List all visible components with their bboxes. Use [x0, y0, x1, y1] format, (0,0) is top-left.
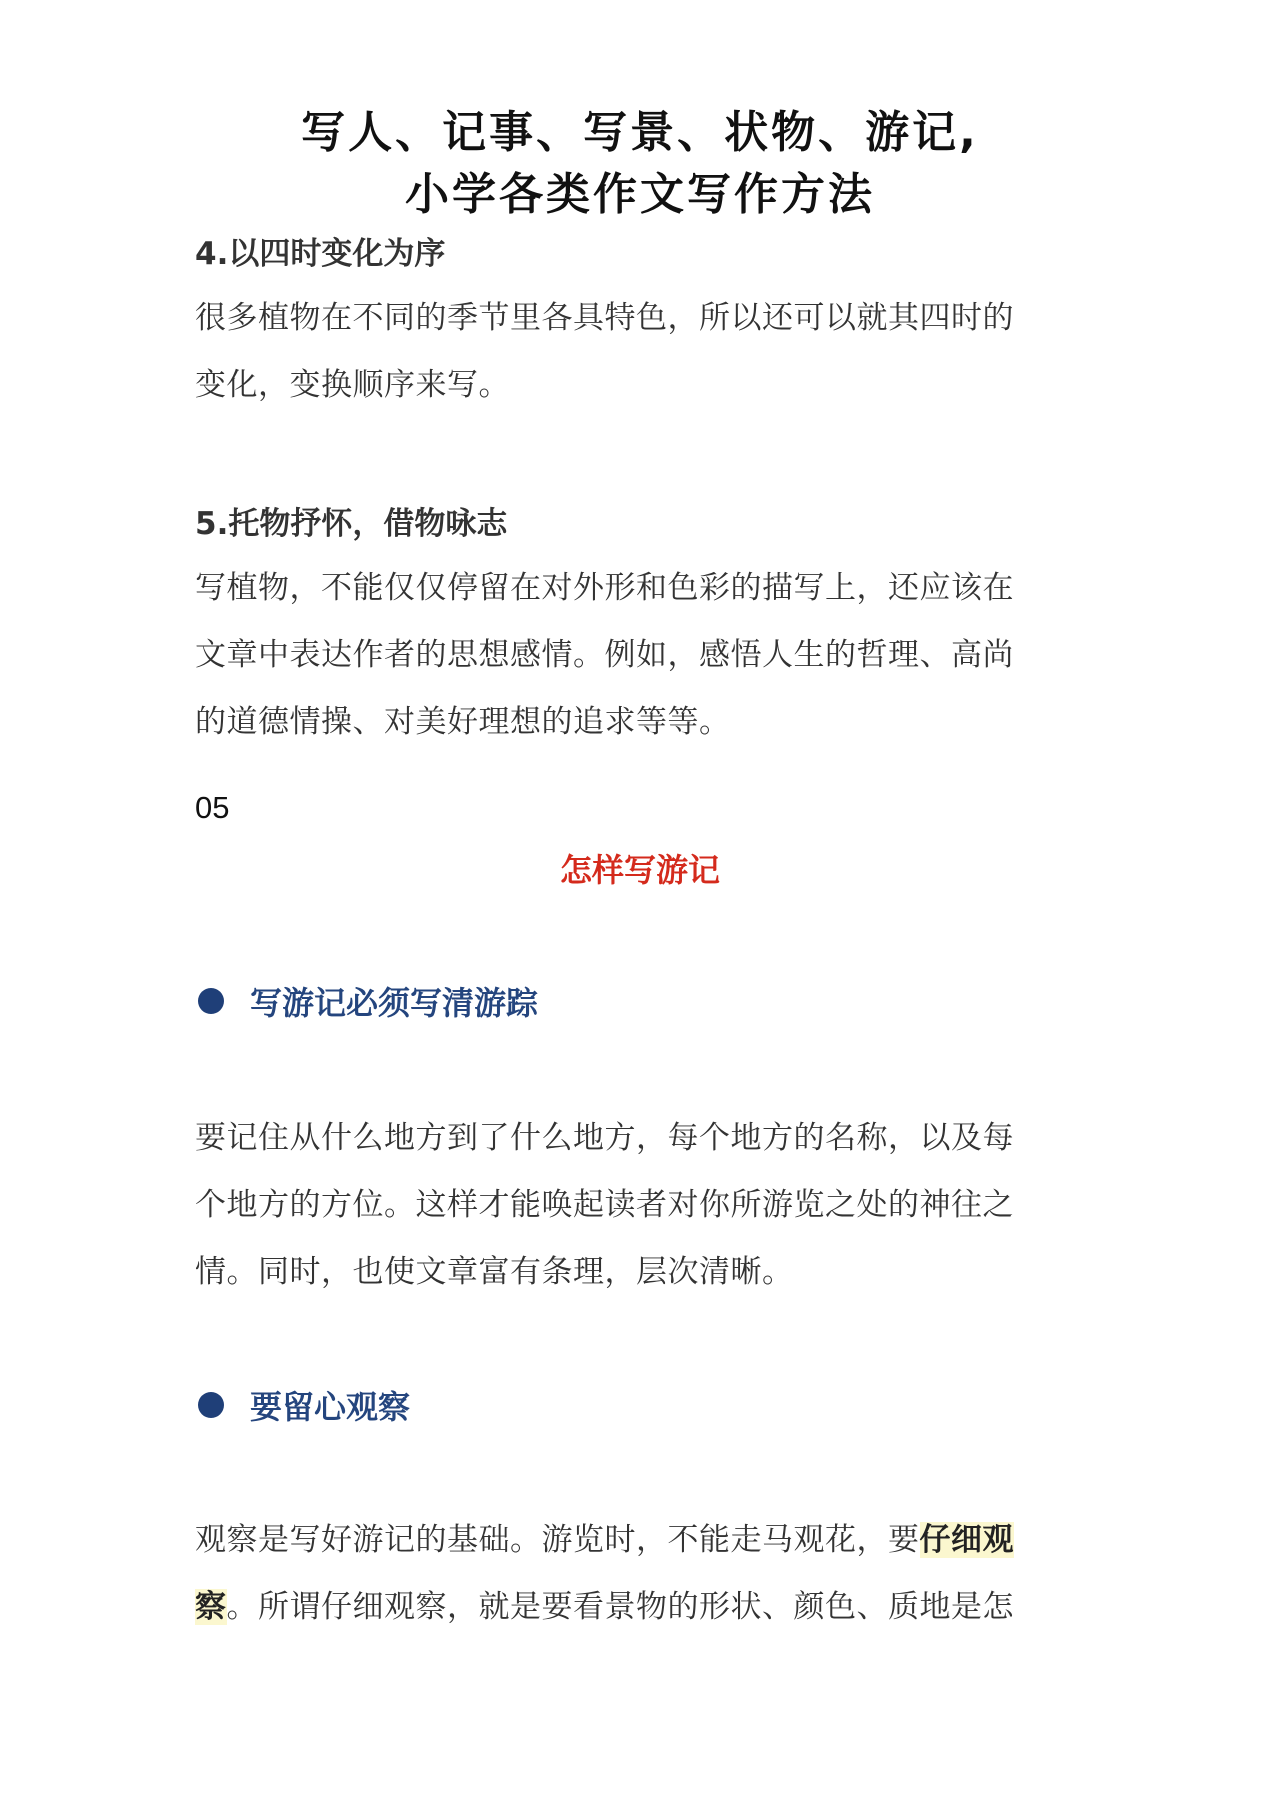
bullet-2-line-2 — [195, 1574, 1095, 1641]
bullet-heading-1 — [198, 978, 538, 1024]
section-4-heading: 4.以四时变化为序 — [195, 236, 446, 272]
section-5-line-1: 写植物，不能仅仅停留在对外形和色彩的描写上，还应该在 — [195, 570, 1014, 606]
section-5-heading: 5.托物抒怀，借物咏志 — [195, 506, 508, 542]
part-number: 05 — [195, 790, 230, 825]
section-4-line-1: 很多植物在不同的季节里各具特色，所以还可以就其四时的 — [195, 300, 1014, 336]
bullet-2-line-1 — [195, 1507, 1095, 1574]
section-5-line-2: 文章中表达作者的思想感情。例如，感悟人生的哲理、高尚 — [195, 637, 1014, 673]
part-title: 怎样写游记 — [559, 851, 720, 889]
bullet-dot-icon — [198, 1392, 224, 1418]
bullet-2-line-2-text: 。所谓仔细观察，就是要看景物的形状、颜色、质地是怎 — [226, 1589, 1014, 1625]
bullet-2-line-1-text: 观察是写好游记的基础。游览时，不能走马观花，要 — [195, 1522, 920, 1558]
bullet-heading-1-label: 写游记必须写清游踪 — [250, 984, 539, 1022]
page-title-line-2: 小学各类作文写作方法 — [405, 169, 875, 220]
highlighted-phrase: 仔细观 — [919, 1522, 1014, 1558]
section-4-line-2: 变化，变换顺序来写。 — [195, 367, 510, 403]
section-5-line-3: 的道德情操、对美好理想的追求等等。 — [195, 704, 731, 740]
bullet-1-line-3: 情。同时，也使文章富有条理，层次清晰。 — [195, 1254, 794, 1290]
bullet-1-line-2: 个地方的方位。这样才能唤起读者对你所游览之处的神往之 — [195, 1187, 1014, 1223]
bullet-1-line-1: 要记住从什么地方到了什么地方，每个地方的名称，以及每 — [195, 1120, 1014, 1156]
highlighted-phrase-end: 察 — [195, 1589, 227, 1625]
page-title-line-1: 写人、记事、写景、状物、游记, — [301, 107, 979, 158]
bullet-heading-2-label: 要留心观察 — [250, 1388, 411, 1426]
bullet-dot-icon — [198, 988, 224, 1014]
bullet-heading-2 — [198, 1382, 410, 1428]
